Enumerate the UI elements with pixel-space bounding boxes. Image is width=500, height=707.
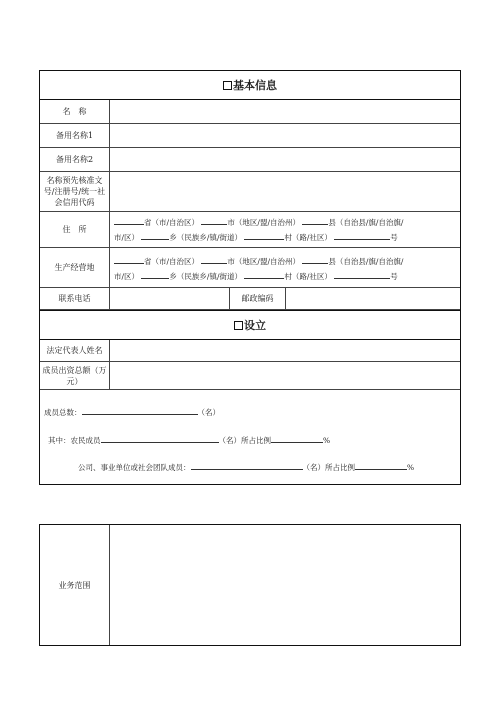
- org-count-field[interactable]: [191, 460, 303, 470]
- legal-rep-row: [40, 340, 460, 362]
- members-block: [40, 390, 460, 484]
- addr-text: 乡（民族乡/镇/街道）: [169, 233, 242, 242]
- members-text: （名）: [197, 408, 220, 417]
- legal-rep-label: 法定代表人姓名: [40, 340, 110, 361]
- blank[interactable]: [141, 269, 169, 279]
- blank[interactable]: [334, 230, 390, 240]
- org-members-line: [78, 460, 414, 473]
- total-members-field[interactable]: [82, 405, 198, 415]
- postal-field[interactable]: [286, 288, 460, 309]
- blank[interactable]: [244, 269, 284, 279]
- blank[interactable]: [114, 254, 144, 264]
- checkbox[interactable]: [223, 81, 232, 90]
- blank[interactable]: [302, 215, 328, 225]
- checkbox[interactable]: [234, 321, 243, 330]
- alt-name1-row: [40, 124, 460, 148]
- blank[interactable]: [114, 215, 144, 225]
- addr-text: 村（路/社区）: [284, 233, 332, 242]
- contact-row: [40, 288, 460, 310]
- members-text: %: [323, 436, 331, 445]
- name-field[interactable]: [110, 100, 460, 123]
- approval-row: [40, 172, 460, 212]
- section-title: 基本信息: [233, 79, 277, 92]
- addr-text: 市/区）: [114, 272, 140, 281]
- alt-name2-row: [40, 148, 460, 172]
- setup-header: [40, 310, 460, 340]
- capital-field[interactable]: [110, 362, 460, 389]
- business-addr-label: 生产经营地: [40, 248, 110, 287]
- members-text: %: [407, 463, 415, 472]
- addr-text: 县（自治县/旗/自治旗/: [328, 257, 404, 266]
- blank[interactable]: [201, 215, 227, 225]
- addr-text: 村（路/社区）: [284, 272, 332, 281]
- capital-label: 成员出资总额（万元）: [40, 362, 110, 389]
- alt-name2-label: 备用名称2: [40, 148, 110, 171]
- addr-text: 县（自治县/旗/自治旗/: [328, 218, 404, 227]
- blank[interactable]: [201, 254, 227, 264]
- members-text: 其中：农民成员: [48, 436, 101, 445]
- blank[interactable]: [244, 230, 284, 240]
- addr-text: 号: [390, 233, 398, 242]
- legal-rep-field[interactable]: [110, 340, 460, 361]
- phone-label: 联系电话: [40, 288, 110, 309]
- approval-label: 名称预先核准文号/注册号/统一社会信用代码: [40, 172, 110, 211]
- alt-name2-field[interactable]: [110, 148, 460, 171]
- name-row: [40, 100, 460, 124]
- business-addr-field[interactable]: [110, 248, 460, 287]
- farmer-members-line: [48, 433, 330, 446]
- business-scope-form: [39, 524, 461, 646]
- addr-text: 市（地区/盟/自治州）: [227, 257, 300, 266]
- section-title: 设立: [244, 319, 266, 332]
- phone-field[interactable]: [110, 288, 230, 309]
- members-text: （名）所占比例: [302, 463, 355, 472]
- addr-text: 市（地区/盟/自治州）: [227, 218, 300, 227]
- capital-row: [40, 362, 460, 390]
- residence-label: 住 所: [40, 212, 110, 247]
- business-scope-field[interactable]: [110, 525, 460, 645]
- business-addr-row: [40, 248, 460, 288]
- basic-info-header: [40, 71, 460, 100]
- members-text: 成员总数：: [44, 408, 82, 417]
- blank[interactable]: [334, 269, 390, 279]
- residence-field[interactable]: [110, 212, 460, 247]
- postal-label: 邮政编码: [230, 288, 286, 309]
- members-text: 公司、事业单位或社会团队成员：: [78, 463, 191, 472]
- total-members-line: [44, 405, 220, 418]
- alt-name1-field[interactable]: [110, 124, 460, 147]
- farmer-count-field[interactable]: [101, 433, 219, 443]
- name-label: 名 称: [40, 100, 110, 123]
- members-text: （名）所占比例: [218, 436, 271, 445]
- addr-text: 乡（民族乡/镇/街道）: [169, 272, 242, 281]
- business-scope-label: 业务范围: [40, 525, 110, 645]
- org-ratio-field[interactable]: [355, 460, 407, 470]
- farmer-ratio-field[interactable]: [271, 433, 323, 443]
- blank[interactable]: [302, 254, 328, 264]
- addr-text: 市/区）: [114, 233, 140, 242]
- alt-name1-label: 备用名称1: [40, 124, 110, 147]
- addr-text: 省（市/自治区）: [144, 218, 200, 227]
- residence-row: [40, 212, 460, 248]
- addr-text: 号: [390, 272, 398, 281]
- addr-text: 省（市/自治区）: [144, 257, 200, 266]
- blank[interactable]: [141, 230, 169, 240]
- registration-form: [39, 70, 461, 485]
- approval-field[interactable]: [110, 172, 460, 211]
